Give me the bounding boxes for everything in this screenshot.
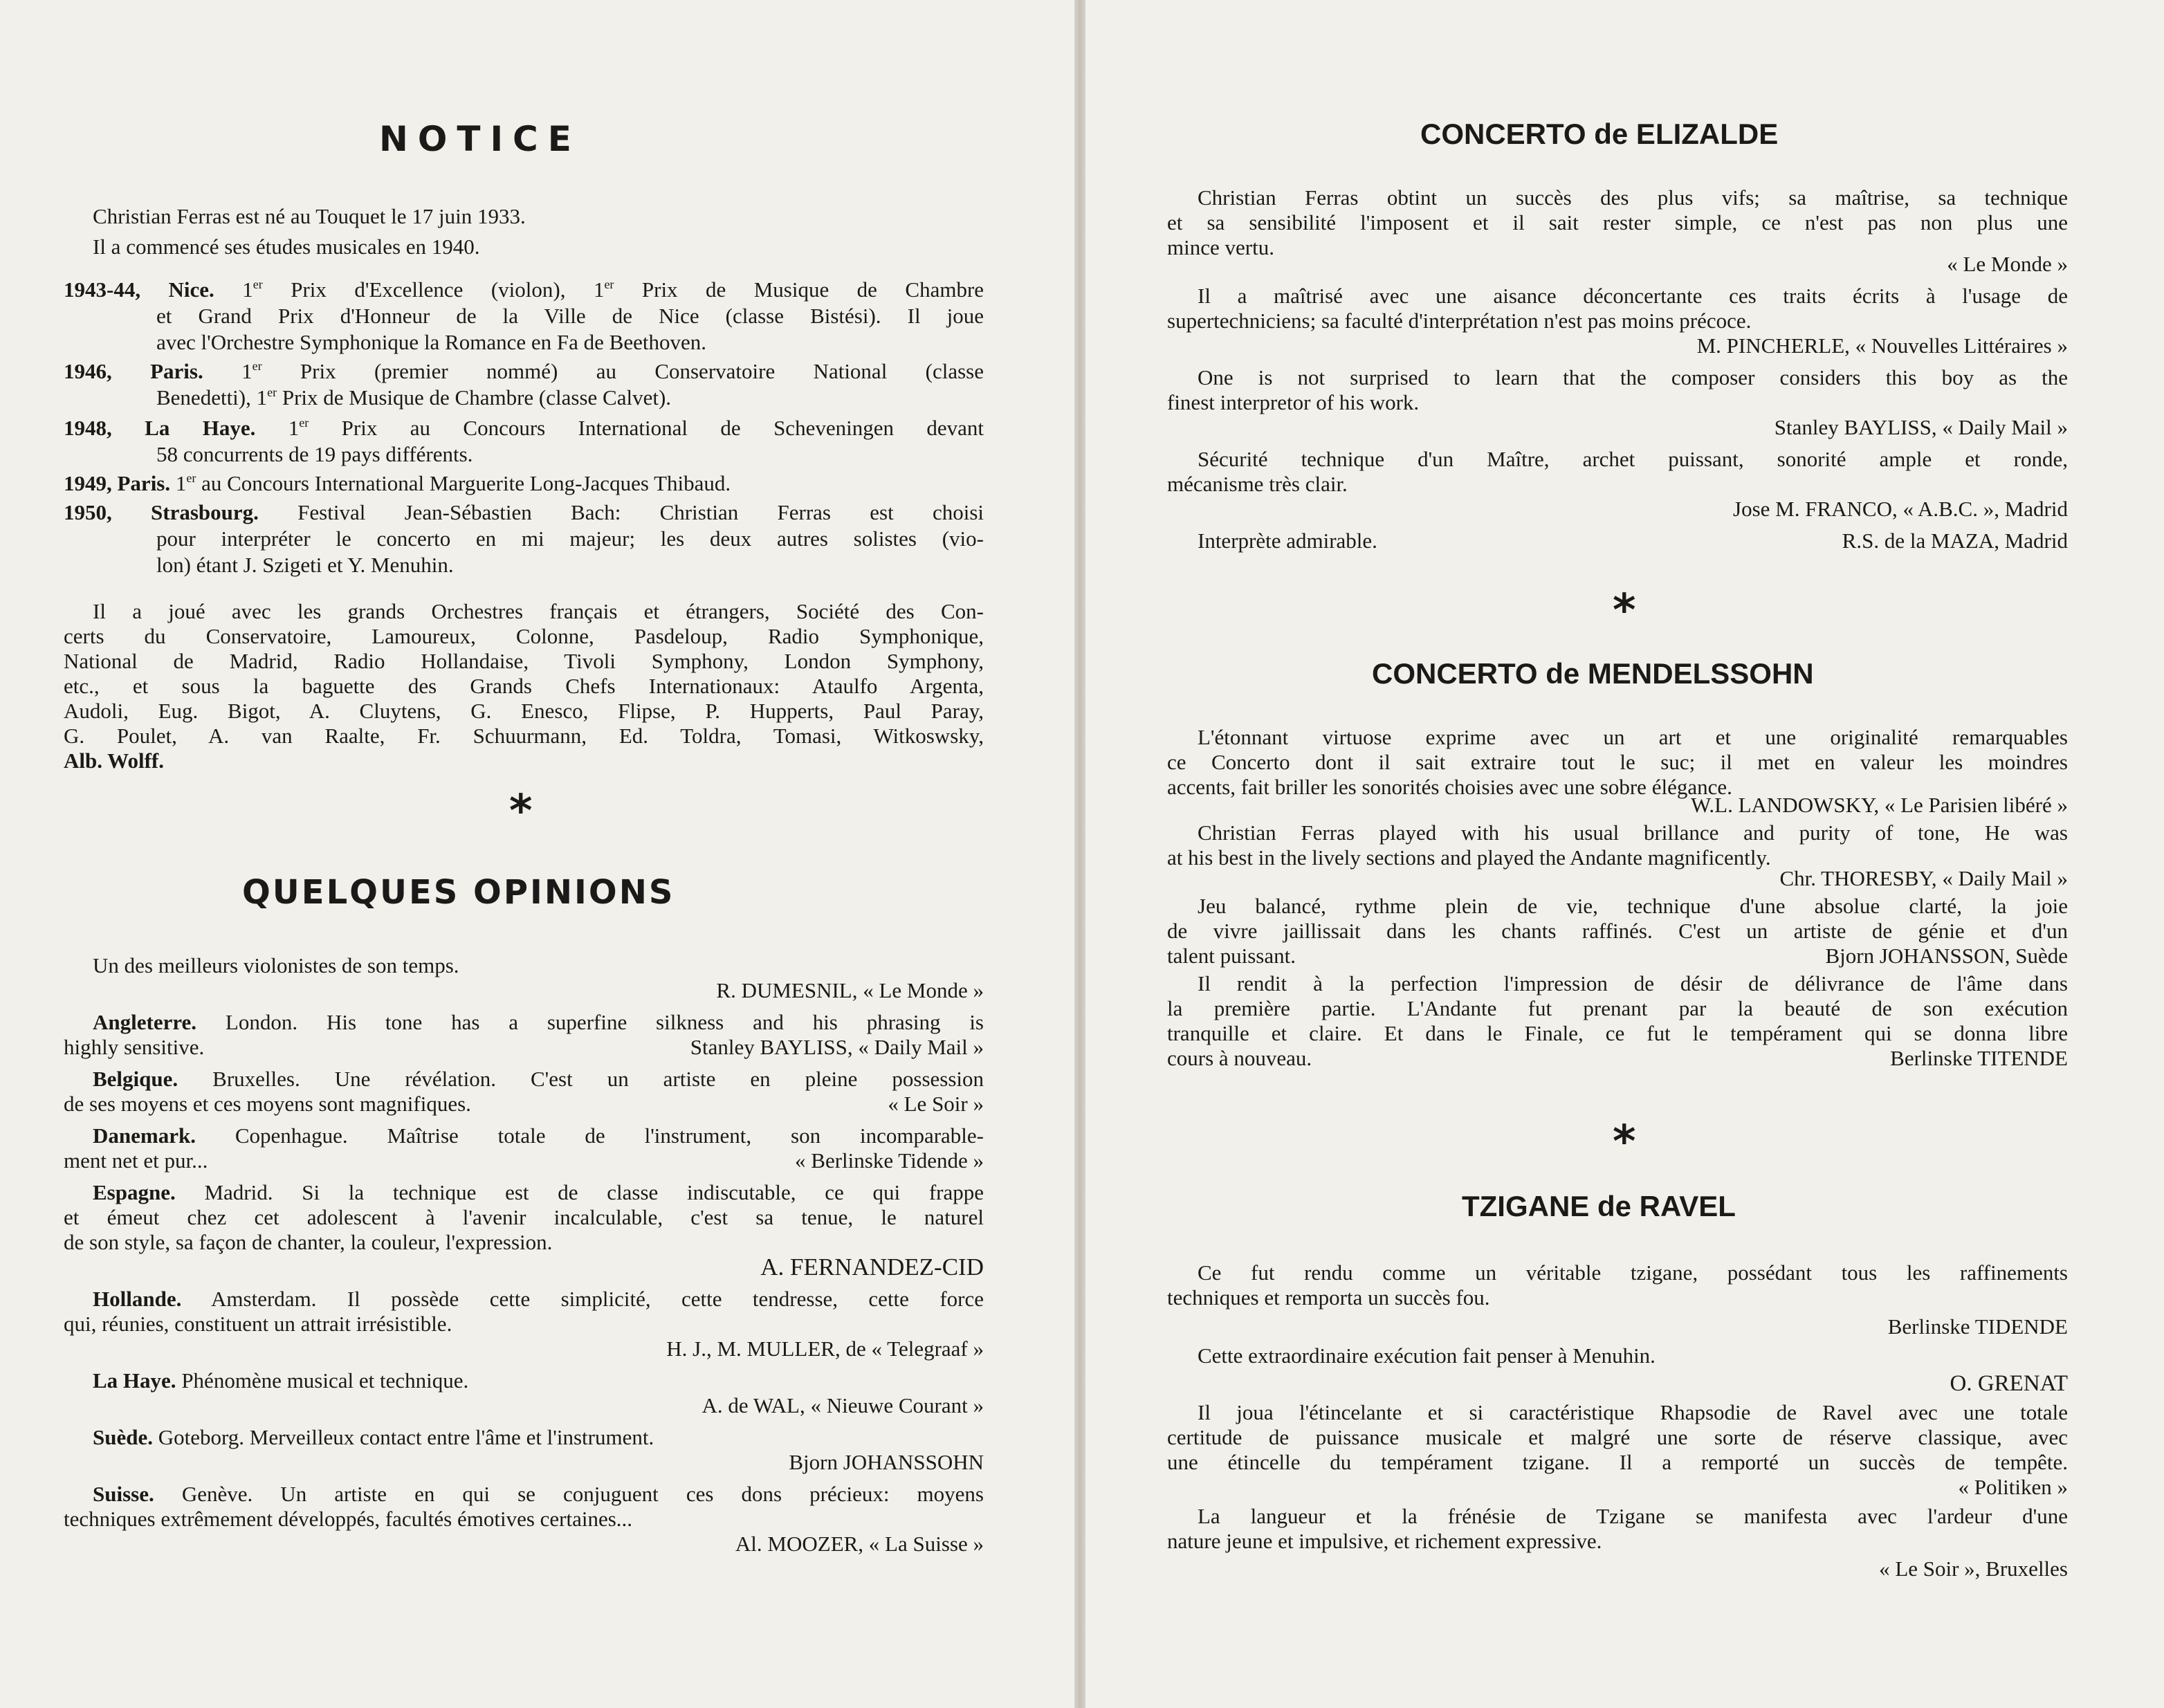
- quote-text: Il joua l'étincelante et si caractéristique Rhapsodie de Ravel avec une totale: [1198, 1400, 2068, 1424]
- orchestras-paragraph: [64, 599, 984, 773]
- year-text: 1er au Concours International Marguerite Long-Jacques Thibaud.: [175, 471, 731, 495]
- opinion-entry: [64, 1010, 984, 1060]
- year-label: 1950, Strasbourg.: [64, 500, 259, 524]
- opinion-text: ment net et pur...: [64, 1148, 208, 1173]
- quote-entry: [1167, 185, 2068, 277]
- quote-source: « Le Soir », Bruxelles: [1879, 1557, 2068, 1581]
- orchestras-line: Il a joué avec les grands Orchestres français et étrangers, Société des Con-: [93, 599, 984, 623]
- quote-text: Interprète admirable.: [1198, 529, 1377, 553]
- opinion-entry: [64, 1482, 984, 1557]
- quote-text: cours à nouveau.: [1167, 1046, 1312, 1070]
- orchestras-line: certs du Conservatoire, Lamoureux, Colonne, Pasdeloup, Radio Symphonique,: [64, 624, 984, 648]
- quote-text: une étincelle du tempérament tzigane. Il a remporté un succès de tempête.: [1167, 1450, 2068, 1474]
- orchestras-line: Alb. Wolff.: [64, 749, 164, 773]
- year-text: Benedetti), 1er Prix de Musique de Chambre (classe Calvet).: [156, 385, 672, 410]
- quote-text: Ce fut rendu comme un véritable tzigane, possédant tous les raffinements: [1198, 1260, 2068, 1285]
- opinion-source: Stanley BAYLISS, « Daily Mail »: [690, 1035, 984, 1059]
- quote-source: « Le Monde »: [1947, 252, 2068, 276]
- opinion-source: « Le Soir »: [888, 1092, 984, 1116]
- quote-source: Stanley BAYLISS, « Daily Mail »: [1774, 415, 2068, 439]
- mendelssohn-quotes: [1167, 725, 2068, 1071]
- tzigane-quotes: [1167, 1260, 2068, 1581]
- intro-line: Christian Ferras est né au Touquet le 17 juin 1933.: [93, 204, 526, 228]
- quote-text: supertechniciens; sa faculté d'interprétation n'est pas moins précoce.: [1167, 309, 1752, 333]
- ordinal-suffix: er: [186, 471, 196, 485]
- quote-text: et sa sensibilité l'imposent et il sait rester simple, ce n'est pas non plus une: [1167, 210, 2068, 235]
- opinions-title: QUELQUES OPINIONS: [242, 873, 675, 912]
- opinion-entry: [64, 1180, 984, 1280]
- quote-text: talent puissant.: [1167, 944, 1296, 968]
- year-label: 1948, La Haye.: [64, 416, 256, 440]
- quote-source: R.S. de la MAZA, Madrid: [1842, 529, 2068, 553]
- orchestras-line: National de Madrid, Radio Hollandaise, Tivoli Symphony, London Symphony,: [64, 649, 984, 673]
- section-title-elizalde: CONCERTO de ELIZALDE: [1420, 118, 1779, 150]
- quote-text: at his best in the lively sections and played the Andante magnificently.: [1167, 845, 1771, 870]
- quote-text: Cette extraordinaire exécution fait penser à Menuhin.: [1198, 1343, 1656, 1368]
- quote-entry: [1167, 447, 2068, 522]
- orchestras-line: G. Poulet, A. van Raalte, Fr. Schuurmann, Ed. Toldra, Tomasi, Witkoswsky,: [64, 724, 984, 748]
- quote-entry: [1167, 365, 2068, 440]
- quote-text: Sécurité technique d'un Maître, archet puissant, sonorité ample et ronde,: [1198, 447, 2068, 471]
- opinion-entry: [64, 1287, 984, 1361]
- quote-text: Il a maîtrisé avec une aisance déconcertante ces traits écrits à l'usage de: [1198, 284, 2068, 308]
- quote-source: « Politiken »: [1958, 1475, 2068, 1499]
- asterisk-divider: *: [509, 786, 533, 837]
- quote-source: O. GRENAT: [1950, 1371, 2068, 1396]
- quote-entry: [1167, 529, 2068, 553]
- opinion-entry: [64, 953, 984, 1003]
- opinion-source: Al. MOOZER, « La Suisse »: [735, 1532, 984, 1556]
- opinion-country: Danemark.: [93, 1123, 196, 1148]
- quote-text: One is not surprised to learn that the composer considers this boy as the: [1198, 365, 2068, 389]
- opinion-country: Espagne.: [93, 1180, 176, 1204]
- opinion-text: Amsterdam. Il possède cette simplicité, cette tendresse, cette force: [211, 1287, 984, 1311]
- opinion-source: Bjorn JOHANSSOHN: [789, 1450, 984, 1474]
- opinion-entry: [64, 1425, 984, 1475]
- orchestras-line: Audoli, Eug. Bigot, A. Cluytens, G. Enesco, Flipse, P. Hupperts, Paul Paray,: [64, 699, 984, 723]
- opinion-source: H. J., M. MULLER, de « Telegraaf »: [666, 1337, 984, 1361]
- opinion-text: Bruxelles. Une révélation. C'est un artiste en pleine possession: [212, 1067, 984, 1091]
- opinion-source: « Berlinske Tidende »: [795, 1148, 984, 1173]
- quote-text: finest interpretor of his work.: [1167, 390, 1420, 414]
- opinion-country: Hollande.: [93, 1287, 182, 1311]
- quote-source: M. PINCHERLE, « Nouvelles Littéraires »: [1696, 333, 2068, 358]
- quote-entry: [1167, 971, 2068, 1071]
- quote-text: tranquille et claire. Et dans le Finale, ce fut le tempérament qui se donna libre: [1167, 1021, 2068, 1045]
- quote-text: Jeu balancé, rythme plein de vie, technique d'une absolue clarté, la joie: [1198, 894, 2068, 918]
- year-entry: [64, 470, 984, 497]
- quote-text: Christian Ferras obtint un succès des plus vifs; sa maîtrise, sa technique: [1198, 185, 2068, 210]
- opinion-text: Copenhague. Maîtrise totale de l'instrument, son incomparable-: [235, 1123, 984, 1148]
- opinion-entry: [64, 1123, 984, 1173]
- ordinal-suffix: er: [604, 277, 614, 291]
- opinion-text: highly sensitive.: [64, 1035, 205, 1059]
- ordinal-suffix: er: [252, 359, 262, 373]
- year-text: et Grand Prix d'Honneur de la Ville de Nice (classe Bistési). Il joue: [156, 304, 984, 328]
- year-text: lon) étant J. Szigeti et Y. Menuhin.: [156, 553, 454, 577]
- opinion-country: Belgique.: [93, 1067, 178, 1091]
- year-label: 1946, Paris.: [64, 359, 203, 383]
- opinion-country: Angleterre.: [93, 1010, 197, 1034]
- opinion-source: R. DUMESNIL, « Le Monde »: [716, 978, 984, 1002]
- quote-text: nature jeune et impulsive, et richement expressive.: [1167, 1529, 1602, 1553]
- orchestras-line: etc., et sous la baguette des Grands Chefs Internationaux: Ataulfo Argenta,: [64, 674, 984, 698]
- ordinal-suffix: er: [253, 277, 263, 291]
- ordinal-suffix: er: [299, 416, 309, 430]
- quote-text: certitude de puissance musicale et malgré une sorte de réserve classique, avec: [1167, 1425, 2068, 1449]
- year-text: Festival Jean-Sébastien Bach: Christian Ferras est choisi: [297, 500, 984, 524]
- quote-source: Berlinske TIDENDE: [1887, 1314, 2068, 1339]
- opinion-text: Un des meilleurs violonistes de son temps.: [93, 953, 459, 977]
- opinion-source: A. de WAL, « Nieuwe Courant »: [702, 1393, 984, 1417]
- opinion-country: Suède.: [93, 1425, 153, 1449]
- quote-entry: [1167, 284, 2068, 358]
- section-title-mendelssohn: CONCERTO de MENDELSSOHN: [1372, 657, 1814, 690]
- opinion-text: de son style, sa façon de chanter, la couleur, l'expression.: [64, 1230, 553, 1254]
- opinion-entry: [64, 1067, 984, 1117]
- quote-source: Jose M. FRANCO, « A.B.C. », Madrid: [1733, 497, 2068, 521]
- year-label: 1943-44, Nice.: [64, 277, 214, 302]
- quote-entry: [1167, 1504, 2068, 1581]
- year-entry: [64, 415, 984, 468]
- opinion-country: La Haye.: [93, 1368, 176, 1393]
- elizalde-quotes: [1167, 185, 2068, 553]
- opinion-text: London. His tone has a superfine silkness and his phrasing is: [225, 1010, 984, 1034]
- opinion-entry: [64, 1368, 984, 1418]
- opinion-text: Madrid. Si la technique est de classe indiscutable, ce qui frappe: [204, 1180, 984, 1204]
- notice-title: NOTICE: [379, 119, 581, 159]
- year-text: avec l'Orchestre Symphonique la Romance en Fa de Beethoven.: [156, 330, 706, 354]
- quote-entry: [1167, 894, 2068, 968]
- opinions-list: [64, 953, 984, 1557]
- quote-entry: [1167, 725, 2068, 818]
- opinion-text: qui, réunies, constituent un attrait irrésistible.: [64, 1312, 452, 1336]
- quote-text: Il rendit à la perfection l'impression de désir de délivrance de l'âme dans: [1198, 971, 2068, 995]
- year-text: 58 concurrents de 19 pays différents.: [156, 442, 473, 466]
- year-label: 1949, Paris.: [64, 471, 171, 495]
- quote-text: ce Concerto dont il sait extraire tout le suc; il met en valeur les moindres: [1167, 750, 2068, 774]
- year-text: 1er Prix d'Excellence (violon), 1er Prix de Musique de Chambre: [242, 277, 984, 302]
- section-title-tzigane: TZIGANE de RAVEL: [1462, 1190, 1736, 1222]
- quote-text: La langueur et la frénésie de Tzigane se manifesta avec l'ardeur d'une: [1198, 1504, 2068, 1528]
- opinion-text: techniques extrêmement développés, facultés émotives certaines...: [64, 1507, 633, 1531]
- year-entry: [64, 499, 984, 578]
- left-page: [0, 0, 1074, 1708]
- opinion-text: Genève. Un artiste en qui se conjuguent ces dons précieux: moyens: [181, 1482, 984, 1506]
- year-entry: [64, 358, 984, 411]
- quote-text: mécanisme très clair.: [1167, 472, 1348, 496]
- right-page: [1085, 0, 2164, 1708]
- quote-text: de vivre jaillissait dans les chants raffinés. C'est un artiste de génie et d'un: [1167, 919, 2068, 943]
- quote-entry: [1167, 1343, 2068, 1396]
- year-text: 1er Prix au Concours International de Scheveningen devant: [288, 416, 984, 440]
- opinion-country: Suisse.: [93, 1482, 154, 1506]
- quote-entry: [1167, 1260, 2068, 1339]
- asterisk-divider: *: [1613, 1117, 1636, 1168]
- quote-text: Christian Ferras played with his usual brillance and purity of tone, He was: [1198, 820, 2068, 845]
- opinion-source: A. FERNANDEZ-CID: [760, 1254, 984, 1280]
- opinion-text: Goteborg. Merveilleux contact entre l'âme et l'instrument.: [158, 1425, 654, 1449]
- quote-text: accents, fait briller les sonorités choisies avec une sobre élégance.: [1167, 775, 1732, 799]
- quote-source: Chr. THORESBY, « Daily Mail »: [1779, 866, 2068, 890]
- year-text: 1er Prix (premier nommé) au Conservatoire National (classe: [241, 359, 984, 383]
- quote-source: Berlinske TITENDE: [1890, 1046, 2068, 1070]
- opinion-text: Phénomène musical et technique.: [181, 1368, 469, 1393]
- opinion-text: de ses moyens et ces moyens sont magnifiques.: [64, 1092, 471, 1116]
- opinion-text: et émeut chez cet adolescent à l'avenir incalculable, c'est sa tenue, le naturel: [64, 1205, 984, 1229]
- book-gutter: [1074, 0, 1085, 1708]
- ordinal-suffix: er: [267, 385, 277, 399]
- quote-text: la première partie. L'Andante fut prenant par la beauté de son exécution: [1167, 996, 2068, 1020]
- quote-text: techniques et remporta un succès fou.: [1167, 1285, 1490, 1310]
- asterisk-divider: *: [1613, 585, 1636, 636]
- year-text: pour interpréter le concerto en mi majeur; les deux autres solistes (vio-: [156, 526, 984, 551]
- quote-entry: [1167, 820, 2068, 891]
- quote-text: mince vertu.: [1167, 235, 1274, 259]
- quote-entry: [1167, 1400, 2068, 1500]
- quote-text: L'étonnant virtuose exprime avec un art et une originalité remarquables: [1198, 725, 2068, 749]
- quote-source: W.L. LANDOWSKY, « Le Parisien libéré »: [1691, 793, 2068, 817]
- year-entry: [64, 277, 984, 356]
- quote-source: Bjorn JOHANSSON, Suède: [1825, 944, 2068, 968]
- intro-line: Il a commencé ses études musicales en 1940.: [93, 235, 480, 259]
